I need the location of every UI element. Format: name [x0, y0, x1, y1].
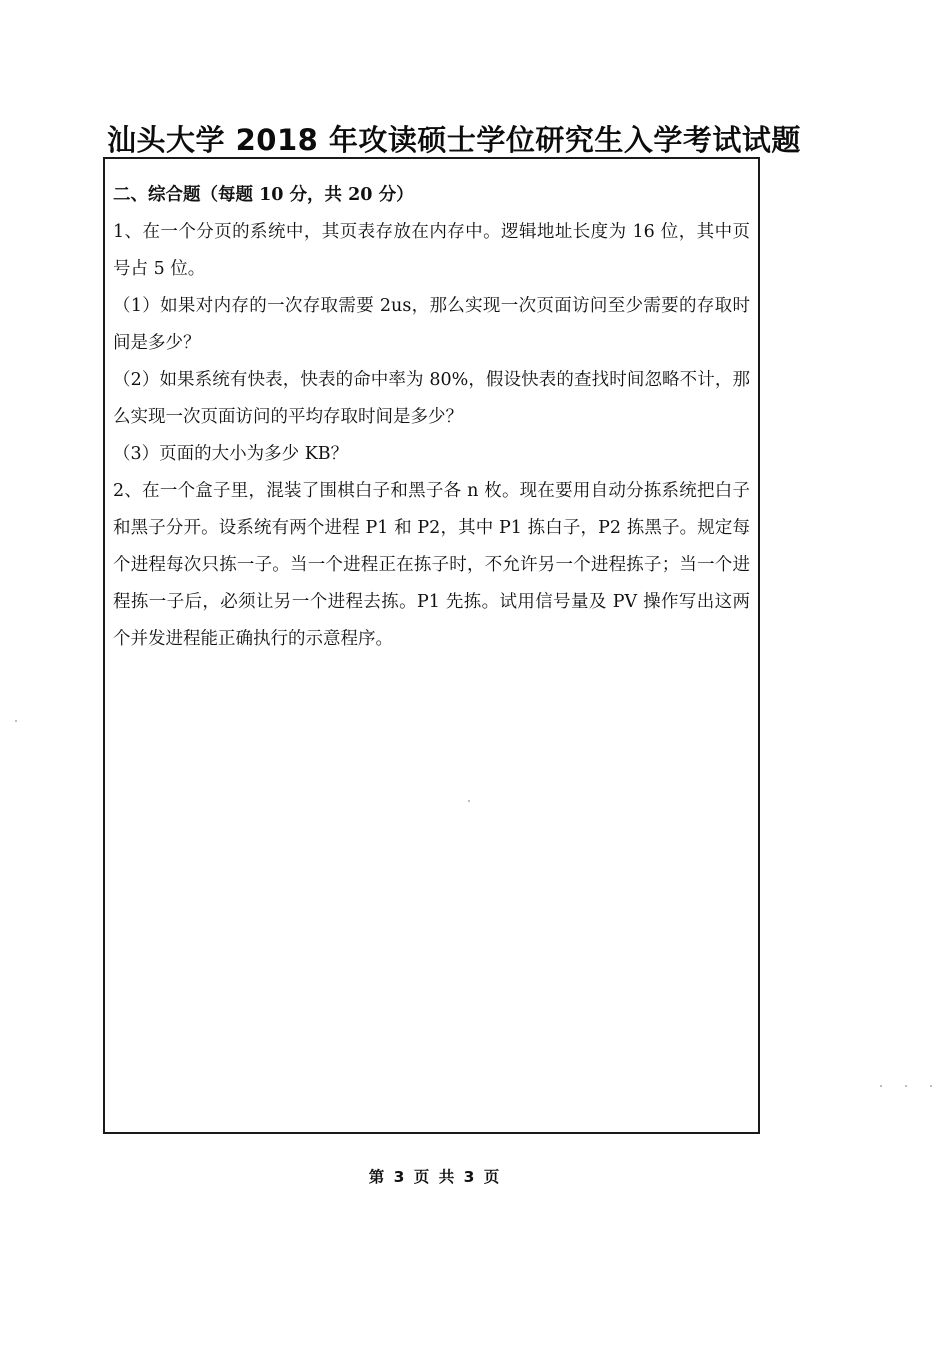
- page-title: 汕头大学 2018 年攻读硕士学位研究生入学考试试题: [107, 123, 801, 157]
- question-content: [113, 177, 750, 658]
- scan-speck: [930, 1085, 932, 1087]
- scan-speck: [15, 720, 17, 722]
- section-heading: 二、综合题（每题 10 分，共 20 分）: [113, 185, 414, 205]
- scan-speck: [905, 1085, 907, 1087]
- scan-speck: [880, 1085, 882, 1087]
- question-1-part-3: （3）页面的大小为多少 KB？: [113, 444, 349, 464]
- question-2: 2、在一个盒子里，混装了围棋白子和黑子各 n 枚。现在要用自动分拣系统把白子和黑子分开。设系统有两个进程 P1 和 P2，其中 P1 拣白子，P2 拣黑子。规定每个进程每次只拣一子。当一个进程正在拣子时，不允许另一个进程拣子；当一个进程拣一子后，必须让另一个进程去拣。P1 先拣。试用信号量及 PV 操作写出这两个并发进程能正确执行的示意程序。: [113, 481, 750, 649]
- question-1: 1、在一个分页的系统中，其页表存放在内存中。逻辑地址长度为 16 位，其中页号占 5 位。: [113, 222, 750, 279]
- exam-question-box: [103, 157, 760, 1134]
- question-1-part-2: （2）如果系统有快表，快表的命中率为 80%，假设快表的查找时间忽略不计，那么实现一次页面访问的平均存取时间是多少？: [113, 370, 750, 427]
- scan-speck: [468, 800, 470, 802]
- page-number-footer: 第 3 页 共 3 页: [368, 1168, 502, 1186]
- question-1-part-1: （1）如果对内存的一次存取需要 2us，那么实现一次页面访问至少需要的存取时间是多少？: [113, 296, 750, 353]
